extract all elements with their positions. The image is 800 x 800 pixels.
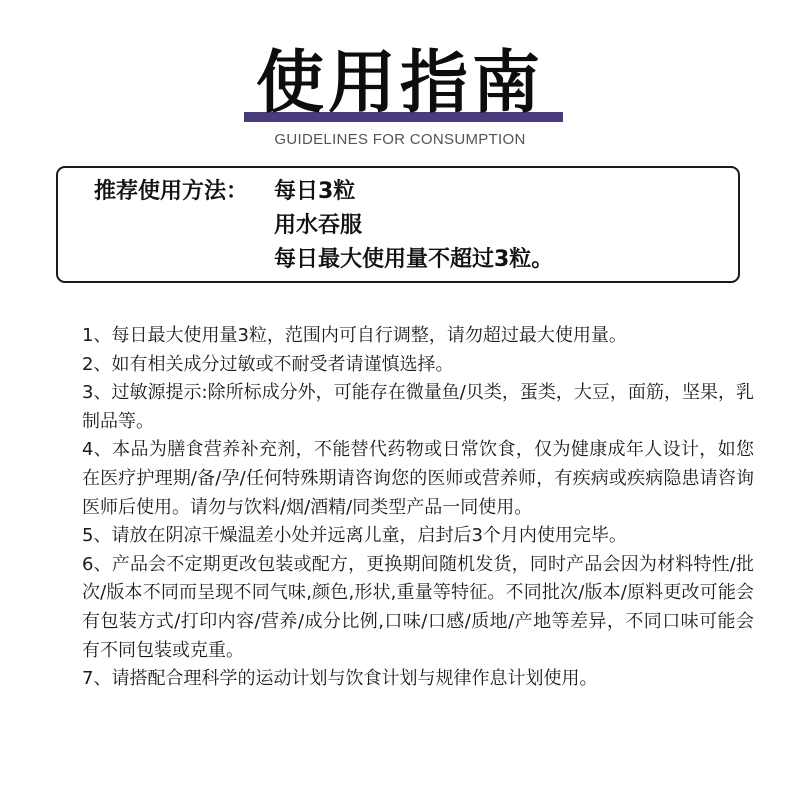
note-item: 1、每日最大使用量3粒，范围内可自行调整，请勿超过最大使用量。 — [82, 325, 627, 346]
note-item: 4、本品为膳食营养补充剂，不能替代药物或日常饮食，仅为健康成年人设计，如您在医疗护理期/备/孕/任何特殊期请咨询您的医师或营养师，有疾病或疾病隐患请咨询医师后使用。请勿与饮料/烟/酒精/同类型产品一同使用。 — [82, 439, 754, 518]
note-item: 5、请放在阴凉干燥温差小处并远离儿童，启封后3个月内使用完毕。 — [82, 525, 627, 547]
usage-line-3: 每日最大使用量不超过3粒。 — [274, 247, 554, 272]
title-block — [0, 40, 800, 130]
usage-line-2: 用水吞服 — [274, 213, 363, 238]
note-item: 6、产品会不定期更改包装或配方，更换期间随机发货，同时产品会因为材料特性/批次/版本不同而呈现不同气味,颜色,形状,重量等特征。不同批次/版本/原料更改可能会有包装方式/打印内容/营养/成分比例,口味/口感/质地/产地等差异，不同口味可能会有不同包装或克重。 — [82, 553, 754, 661]
note-item: 2、如有相关成分过敏或不耐受者请谨慎选择。 — [82, 353, 454, 375]
usage-label: 推荐使用方法： — [94, 179, 249, 204]
page-subtitle: GUIDELINES FOR CONSUMPTION — [274, 131, 526, 148]
note-item: 7、请搭配合理科学的运动计划与饮食计划与规律作息计划使用。 — [82, 668, 598, 690]
usage-box — [56, 166, 740, 283]
page-title: 使用指南 — [255, 44, 544, 123]
notes-list — [82, 322, 754, 694]
note-item: 3、过敏源提示:除所标成分外，可能存在微量鱼/贝类，蛋类，大豆，面筋，坚果，乳制品等。 — [82, 382, 754, 432]
usage-line-1: 每日3粒 — [274, 179, 356, 204]
